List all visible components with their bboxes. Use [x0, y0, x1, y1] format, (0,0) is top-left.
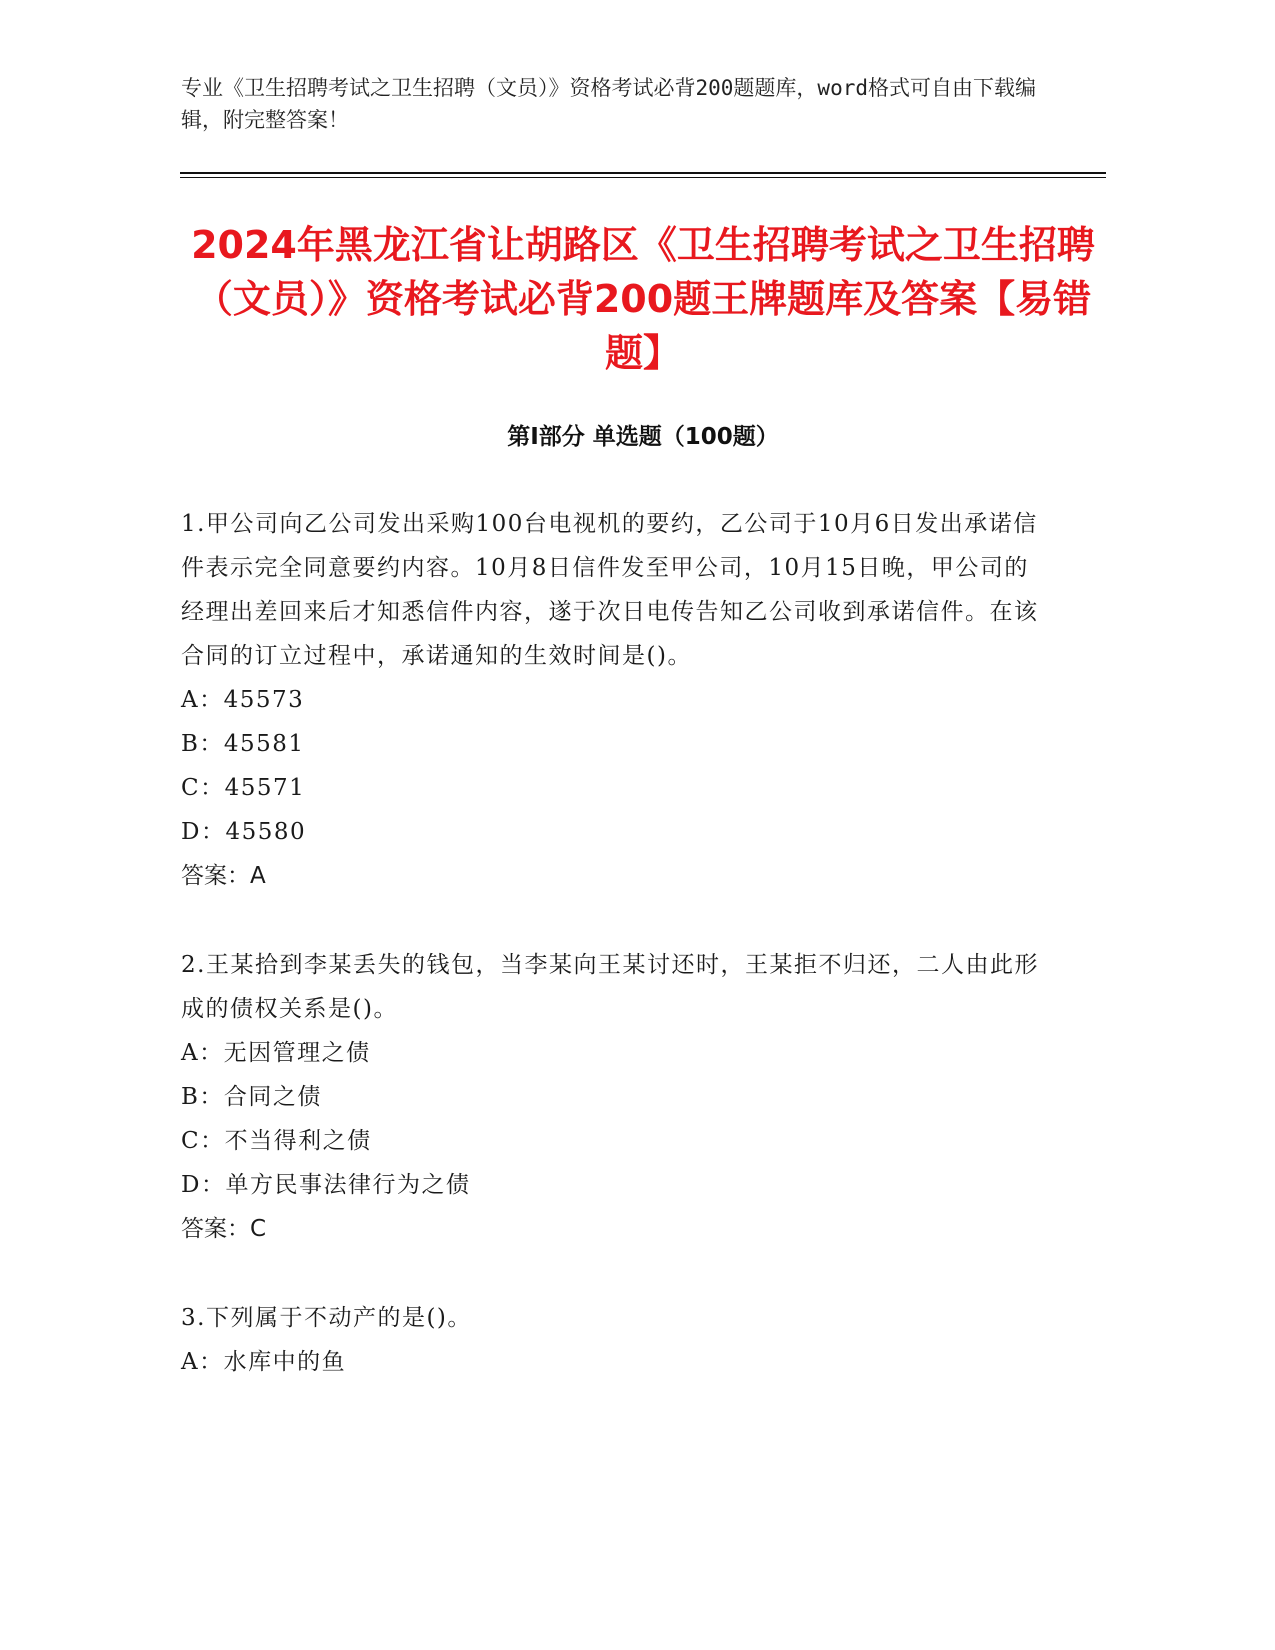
question-stem: 2.王某拾到李某丢失的钱包，当李某向王某讨还时，王某拒不归还，二人由此形成的债权关系是()。 [181, 952, 1039, 1022]
section-title: 第Ⅰ部分 单选题（100题） [507, 424, 779, 450]
header-divider-thick [180, 172, 1106, 174]
option-b: B：合同之债 [181, 1084, 322, 1110]
question-1 [181, 502, 1041, 898]
header-note: 专业《卫生招聘考试之卫生招聘（文员）》资格考试必背200题题库，word格式可自由下载编辑，附完整答案！ [181, 76, 1036, 132]
document-title: 2024年黑龙江省让胡路区《卫生招聘考试之卫生招聘（文员）》资格考试必背200题王牌题库及答案【易错题】 [191, 223, 1095, 375]
question-list [181, 502, 1041, 1429]
question-stem: 3.下列属于不动产的是()。 [181, 1305, 472, 1331]
option-b: B：45581 [181, 731, 305, 757]
option-a: A：水库中的鱼 [181, 1349, 347, 1375]
question-2 [181, 943, 1041, 1251]
option-d: D：45580 [181, 819, 307, 845]
answer: 答案：A [181, 863, 266, 889]
answer: 答案：C [181, 1216, 267, 1242]
question-stem: 1.甲公司向乙公司发出采购100台电视机的要约，乙公司于10月6日发出承诺信件表示完全同意要约内容。10月8日信件发至甲公司，10月15日晚，甲公司的经理出差回来后才知悉信件内容，遂于次日电传告知乙公司收到承诺信件。在该合同的订立过程中，承诺通知的生效时间是()。 [181, 511, 1039, 669]
option-d: D：单方民事法律行为之债 [181, 1172, 471, 1198]
option-c: C：45571 [181, 775, 306, 801]
header-divider-thin [180, 177, 1106, 178]
question-3 [181, 1296, 1041, 1384]
option-a: A：45573 [181, 687, 305, 713]
option-c: C：不当得利之债 [181, 1128, 372, 1154]
option-a: A：无因管理之债 [181, 1040, 371, 1066]
